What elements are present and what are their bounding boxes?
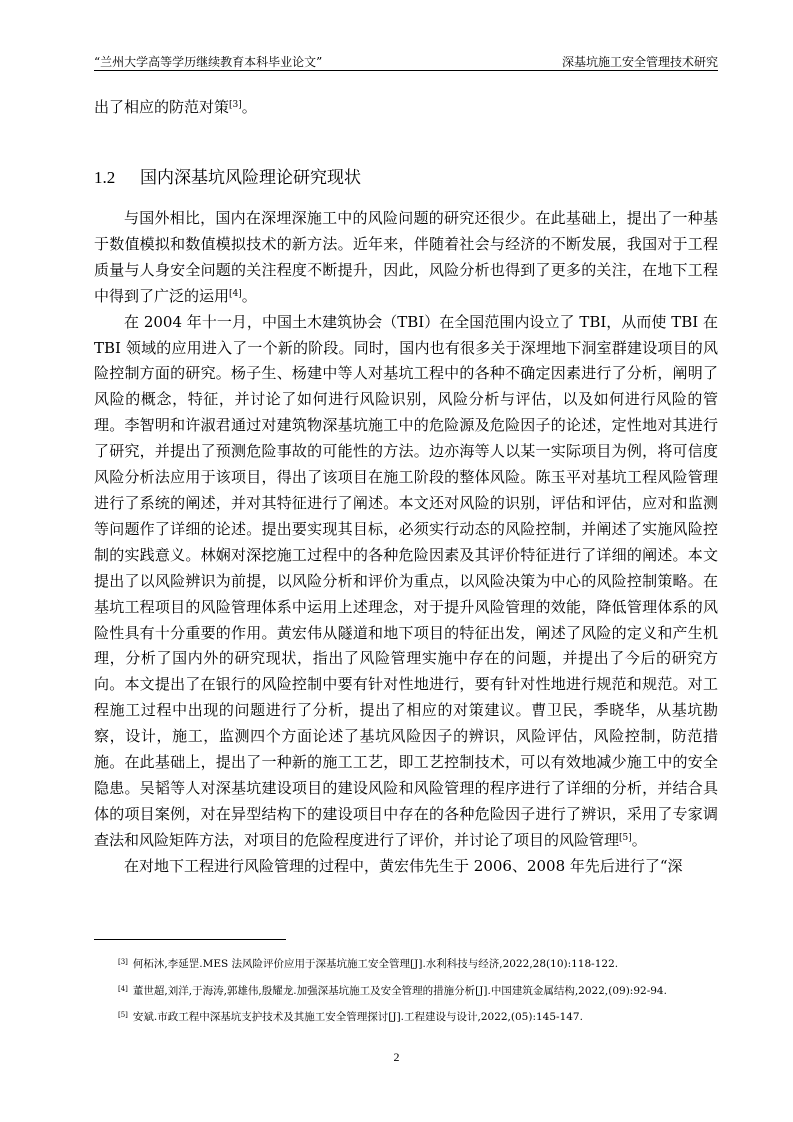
footnote-text: 董世超,刘洋,于海涛,郭雄伟,殷耀龙.加强深基坑施工及安全管理的措施分析[J].中国建筑金属结构,2022,(09):92-94. bbox=[132, 984, 667, 997]
page-number: 2 bbox=[393, 1050, 400, 1064]
footnote-divider bbox=[94, 939, 286, 940]
paragraph bbox=[94, 854, 718, 880]
footnote-mark: [5] bbox=[118, 1011, 128, 1019]
fragment-text: 出了相应的防范对策 bbox=[94, 98, 230, 116]
citation-ref: [4] bbox=[229, 288, 242, 299]
citation-ref: [3] bbox=[229, 100, 242, 110]
header-thesis-title: 深基坑施工安全管理技术研究 bbox=[561, 55, 718, 69]
top-fragment bbox=[94, 95, 718, 121]
footnote bbox=[118, 983, 728, 998]
paragraph-tail: 。 bbox=[631, 830, 647, 849]
page-header bbox=[94, 50, 718, 71]
paragraph-text: 与国外相比，国内在深埋深施工中的风险问题的研究还很少。在此基础上，提出了一种基于数值模拟和数值模拟技术的新方法。近年来，伴随着社会与经济的不断发展，我国对于工程质量与人身安全问题的关注程度不断提升，因此，风险分析也得到了更多的关注，在地下工程中得到了广泛的运用 bbox=[94, 209, 718, 305]
citation-ref: [5] bbox=[619, 832, 632, 843]
header-thesis-label: “兰州大学高等学历继续教育本科毕业论文” bbox=[94, 55, 323, 69]
paragraph-text: 在 2004 年十一月，中国土木建筑协会（TBI）在全国范围内设立了 TBI，从而使 TBI 在 TBI 领域的应用进入了一个新的阶段。同时，国内也有很多关于深埋地下洞室群建设项目的风险控制方面的研究。杨子生、杨建中等人对基坑工程中的各种不确定因素进行了分析，阐明了风险的概念，特征，并讨论了如何进行风险识别，风险分析与评估，以及如何进行风险的管理。李智明和许淑君通过对建筑物深基坑施工中的危险源及危险因子的论述，定性地对其进行了研究，并提出了预测危险事故的可能性的方法。边亦海等人以某一实际项目为例，将可信度风险分析法应用于该项目，得出了该项目在施工阶段的整体风险。陈玉平对基坑工程风险管理进行了系统的阐述，并对其特征进行了阐述。本文还对风险的识别，评估和评估，应对和监测等问题作了详细的论述。提出要实现其目标，必须实行动态的风险控制，并阐述了实施风险控制的实践意义。林娴对深挖施工过程中的各种危险因素及其评价特征进行了详细的阐述。本文提出了以风险辨识为前提，以风险分析和评价为重点，以风险决策为中心的风险控制策略。在基坑工程项目的风险管理体系中运用上述理念，对于提升风险管理的效能，降低管理体系的风险性具有十分重要的作用。黄宏伟从隧道和地下项目的特征出发，阐述了风险的定义和产生机理，分析了国内外的研究现状，指出了风险管理实施中存在的问题，并提出了今后的研究方向。本文提出了在银行的风险控制中要有针对性地进行，要有针对性地进行规范和规范。对工程施工过程中出现的问题进行了分析，提出了相应的对策建议。曹卫民，季晓华，从基坑勘察，设计，施工，监测四个方面论述了基坑风险因子的辨识，风险评估，风险控制，防范措施。在此基础上，提出了一种新的施工工艺，即工艺控制技术，可以有效地减少施工中的安全隐患。吴韬等人对深基坑建设项目的建设风险和风险管理的程序进行了详细的分析，并结合具体的项目案例，对在异型结构下的建设项目中存在的各种危险因子进行了辨识，采用了专家调查法和风险矩阵方法，对项目的危险程度进行了评价，并讨论了项目的风险管理 bbox=[94, 312, 718, 849]
section-number: 1.2 bbox=[94, 168, 116, 187]
section-title: 国内深基坑风险理论研究现状 bbox=[140, 168, 361, 188]
footnote-mark: [4] bbox=[118, 984, 128, 993]
fragment-tail: 。 bbox=[241, 98, 257, 116]
paragraph-text: 在对地下工程进行风险管理的过程中，黄宏伟先生于 2006、2008 年先后进行了“深 bbox=[124, 856, 683, 875]
footnote-mark: [3] bbox=[118, 958, 128, 966]
footnote-text: 安斌.市政工程中深基坑支护技术及其施工安全管理探讨[J].工程建设与设计,2022,(05):145-147. bbox=[132, 1011, 583, 1023]
footnotes bbox=[118, 956, 728, 1036]
section-body bbox=[94, 206, 718, 880]
paragraph-tail: 。 bbox=[241, 286, 257, 305]
footnote-text: 何柘沐,李延罡.MES 法风险评价应用于深基坑施工安全管理[J].水利科技与经济,2022,28(10):118-122. bbox=[132, 958, 619, 970]
paragraph bbox=[94, 310, 718, 854]
paragraph bbox=[94, 206, 718, 310]
footnote bbox=[118, 956, 728, 971]
section-heading bbox=[94, 163, 361, 188]
footnote bbox=[118, 1009, 728, 1024]
